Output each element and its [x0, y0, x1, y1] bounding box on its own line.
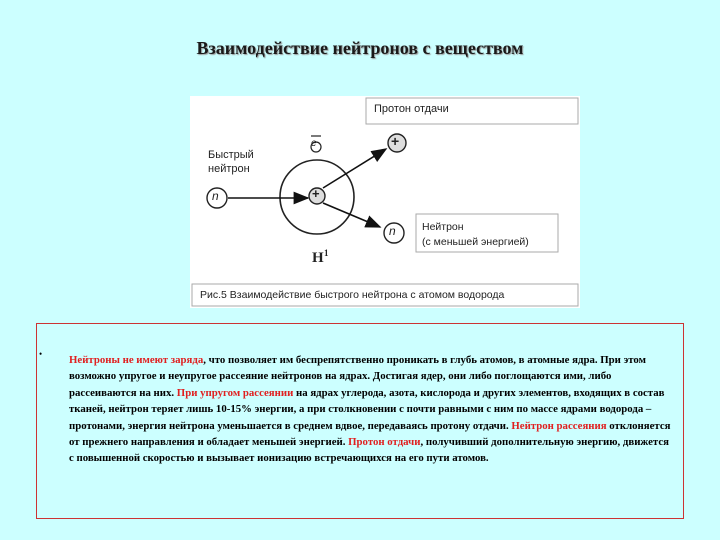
electron-symbol: e — [311, 138, 317, 149]
scattered-neutron-label-line1: Нейтрон — [422, 221, 464, 233]
scattered-neutron-label-line2: (с меньшей энергией) — [422, 236, 529, 248]
highlight-no-charge: Нейтроны не имеют заряда — [69, 354, 204, 366]
text-segment: , что позволяет им беспрепятственно проникать в глубь атомов, в атомные ядра. При этом возможно упругое и неупругое рассеяние нейтронов на ядрах. Достигая ядер, они либо поглощаются ими, либо рассеиваются на них. — [69, 354, 646, 399]
body-paragraph — [69, 352, 675, 467]
highlight-elastic-scattering: При упругом рассеянии — [176, 386, 294, 399]
hydrogen-superscript: 1 — [324, 248, 329, 258]
nucleus-plus-icon: + — [312, 186, 320, 201]
content-textbox — [36, 323, 684, 519]
fast-neutron-label-line2: нейтрон — [208, 163, 250, 175]
fast-neutron-label-line1: Быстрый — [208, 149, 254, 161]
neutron-interaction-figure — [190, 96, 580, 308]
recoil-proton-plus-icon: + — [391, 133, 400, 149]
recoil-proton-arrow — [323, 149, 386, 188]
bullet-icon: • — [39, 349, 43, 359]
hydrogen-symbol: H — [312, 250, 324, 266]
highlight-scattered-neutron: Нейтрон рассеяния — [511, 419, 607, 432]
text-segment: , получивший дополнительную энергию, движется с повышенной скоростью и вызывает ионизацию встречающихся на его пути атомов. — [69, 436, 669, 465]
scattered-neutron-symbol: n — [389, 224, 396, 238]
scattered-neutron-arrow — [323, 203, 380, 227]
figure-caption: Рис.5 Взаимодействие быстрого нейтрона с атомом водорода — [200, 289, 505, 301]
highlight-recoil-proton: Протон отдачи — [348, 436, 421, 449]
recoil-proton-label: Протон отдачи — [374, 103, 449, 115]
text-segment: на ядрах углерода, азота, кислорода и других элементов, входящих в состав тканей, нейтрон теряет лишь 10-15% энергии, а при столкновении с почти равными с ним по массе ядрами водорода – протонами, энергия нейтрона уменьшается в среднем вдвое, передаваясь протону отдачи. — [69, 386, 665, 432]
slide-title: Взаимодействие нейтронов с веществом — [196, 38, 524, 58]
text-segment: отклоняется от прежнего направления и обладает меньшей энергией. — [69, 419, 671, 449]
figure-diagram — [190, 96, 580, 308]
fast-neutron-symbol: n — [212, 189, 219, 203]
